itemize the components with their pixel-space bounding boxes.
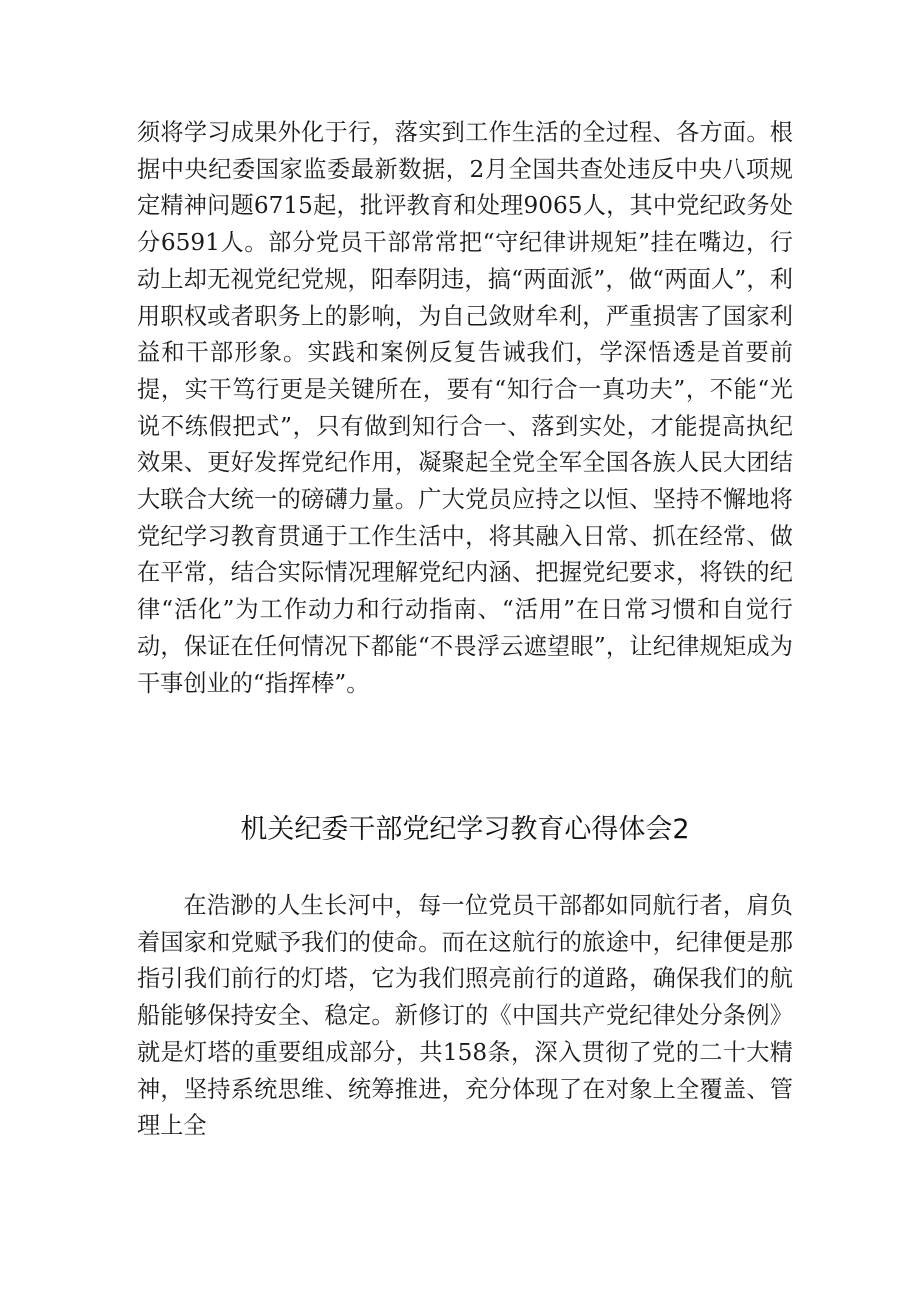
body-paragraph-1: 须将学习成果外化于行，落实到工作生活的全过程、各方面。根据中央纪委国家监委最新数据，2月全国共查处违反中央八项规定精神问题6715起，批评教育和处理9065人，其中党纪政务处分6591人。部分党员干部常常把“守纪律讲规矩”挂在嘴边，行动上却无视党纪党规，阳奉阴违，搞“两面派”，做“两面人”，利用职权或者职务上的影响，为自己敛财牟利，严重损害了国家利益和干部形象。实践和案例反复告诫我们，学深悟透是首要前提，实干笃行更是关键所在，要有“知行合一真功夫”，不能“光说不练假把式”，只有做到知行合一、落到实处，才能提高执纪效果、更好发挥党纪作用，凝聚起全党全军全国各族人民大团结大联合大统一的磅礴力量。广大党员应持之以恒、坚持不懈地将党纪学习教育贯通于工作生活中，将其融入日常、抓在经常、做在平常，结合实际情况理解党纪内涵、把握党纪要求，将铁的纪律“活化”为工作动力和行动指南、“活用”在日常习惯和自觉行动，保证在任何情况下都能“不畏浮云遮望眼”，让纪律规矩成为干事创业的“指挥棒”。 (137, 119, 793, 697)
body-paragraph-2: 在浩渺的人生长河中，每一位党员干部都如同航行者，肩负着国家和党赋予我们的使命。而在这航行的旅途中，纪律便是那指引我们前行的灯塔，它为我们照亮前行的道路，确保我们的航船能够保持安全、稳定。新修订的《中国共产党纪律处分条例》就是灯塔的重要组成部分，共158条，深入贯彻了党的二十大精神，坚持系统思维、统筹推进，充分体现了在对象上全覆盖、管理上全 (137, 892, 793, 1140)
section-heading: 机关纪委干部党纪学习教育心得体会2 (240, 814, 690, 845)
